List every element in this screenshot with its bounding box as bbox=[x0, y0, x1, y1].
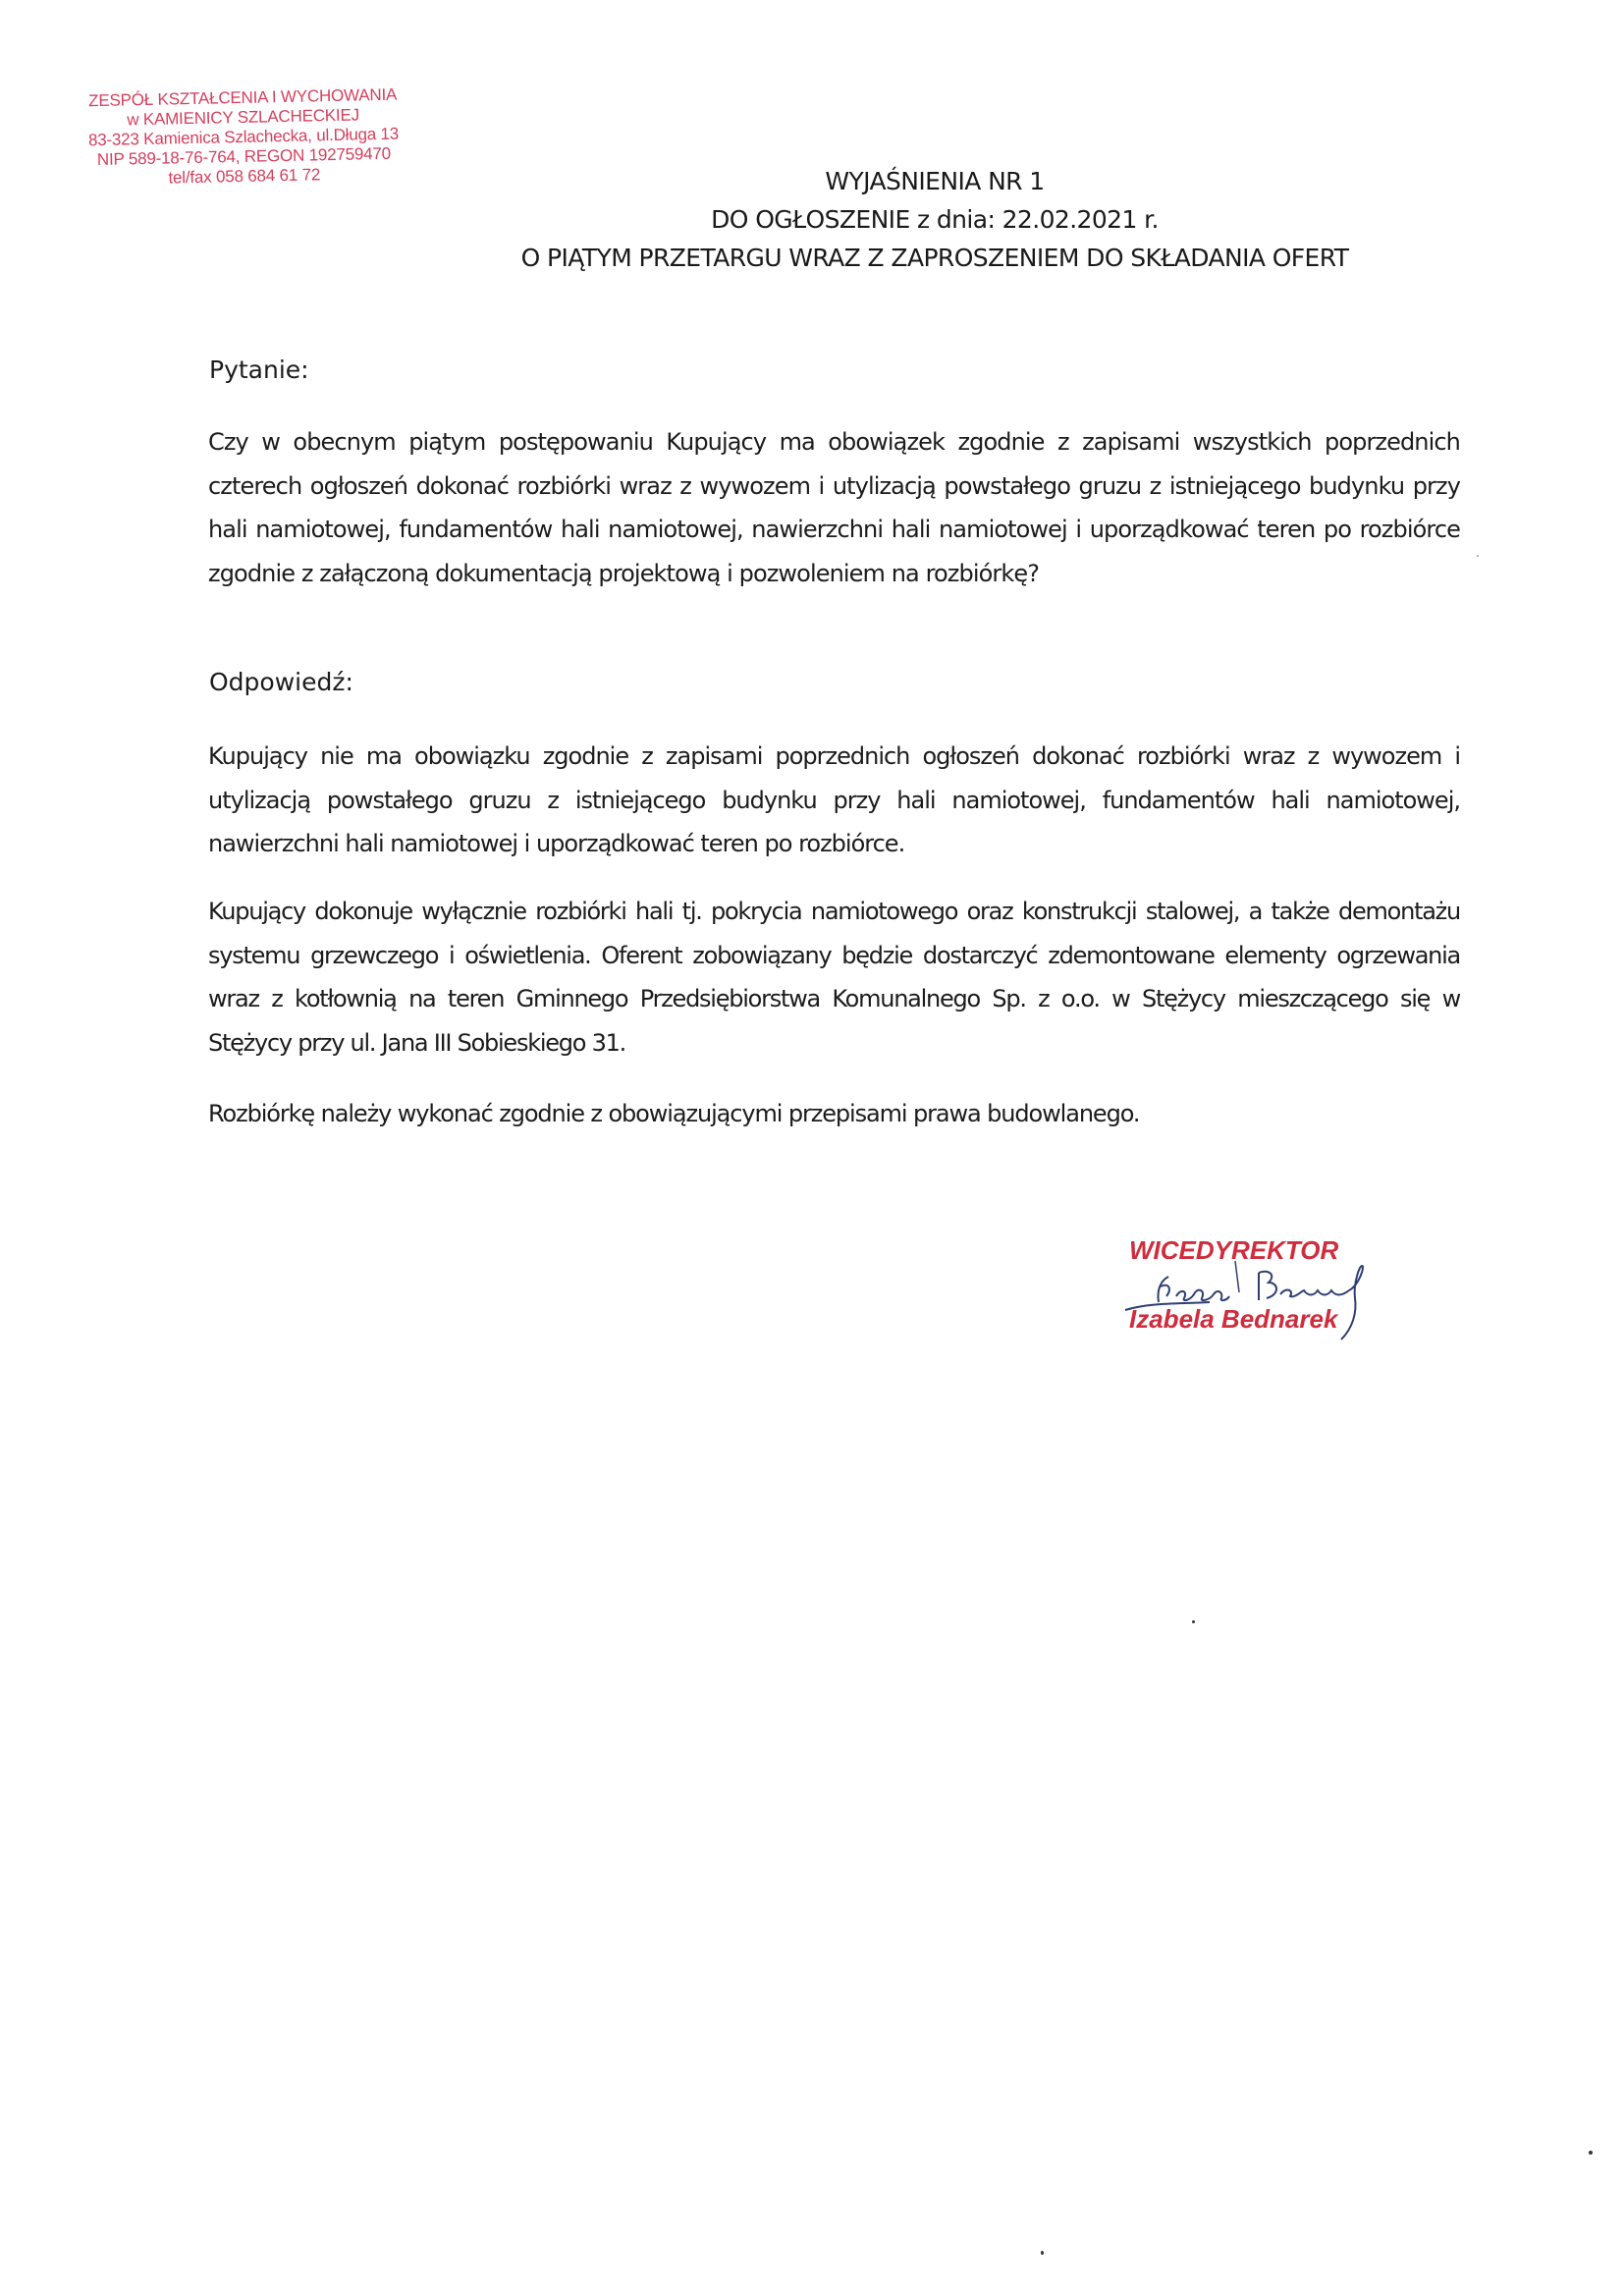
document-subject: O PIĄTYM PRZETARGU WRAZ Z ZAPROSZENIEM DO SKŁADANIA OFERT bbox=[520, 244, 1349, 272]
scan-speck bbox=[1477, 555, 1479, 557]
signature-role: WICEDYREKTOR bbox=[1129, 1235, 1339, 1265]
signatory-name: Izabela Bednarek bbox=[1129, 1304, 1338, 1334]
stamp-line: tel/fax 058 684 61 72 bbox=[168, 165, 321, 188]
scan-speck bbox=[1192, 1620, 1195, 1623]
answer-label: Odpowiedź: bbox=[209, 668, 353, 696]
answer-paragraph: Rozbiórkę należy wykonać zgodnie z obowiązującymi przepisami prawa budowlanego. bbox=[208, 1100, 1140, 1127]
stamp-line: NIP 589-18-76-764, REGON 192759470 bbox=[96, 143, 392, 170]
question-text: Czy w obecnym piątym postępowaniu Kupujący ma obowiązek zgodnie z zapisami wszystkich poprzednich czterech ogłoszeń dokonać rozbiórki wraz z wywozem i utylizacją powstałego gruzu z istniejącego budynku przy hali namiotowej, fundamentów hali namiotowej, nawierzchni hali namiotowej i uporządkować teren po rozbiórce zgodnie z załączoną dokumentacją projektową i pozwoleniem na rozbiórkę? bbox=[208, 428, 1460, 587]
question-label: Pytanie: bbox=[209, 355, 309, 384]
scan-speck bbox=[1041, 2251, 1044, 2255]
document-subtitle: DO OGŁOSZENIE z dnia: 22.02.2021 r. bbox=[711, 205, 1159, 234]
document-title: WYJAŚNIENIA NR 1 bbox=[825, 167, 1045, 195]
stamp-line: ZESPÓŁ KSZTAŁCENIA I WYCHOWANIA bbox=[87, 84, 398, 111]
answer-paragraph: Kupujący nie ma obowiązku zgodnie z zapisami poprzednich ogłoszeń dokonać rozbiórki wraz z wywozem i utylizacją powstałego gruzu z istniejącego budynku przy hali namiotowej, fundamentów hali namiotowej, nawierzchni hali namiotowej i uporządkować teren po rozbiórce. bbox=[208, 742, 1460, 857]
scan-speck bbox=[1589, 2151, 1593, 2155]
document-header bbox=[0, 162, 1624, 277]
stamp-line: 83-323 Kamienica Szlachecka, ul.Długa 13 bbox=[87, 124, 400, 150]
stamp-line: w KAMIENICY SZLACHECKIEJ bbox=[127, 105, 360, 130]
answer-paragraph: Kupujący dokonuje wyłącznie rozbiórki hali tj. pokrycia namiotowego oraz konstrukcji stalowej, a także demontażu systemu grzewczego i oświetlenia. Oferent zobowiązany będzie dostarczyć zdemontowane elementy ogrzewania wraz z kotłownią na teren Gminnego Przedsiębiorstwa Komunalnego Sp. z o.o. w Stężycy mieszczącego się w Stężycy przy ul. Jana III Sobieskiego 31. bbox=[208, 898, 1460, 1057]
